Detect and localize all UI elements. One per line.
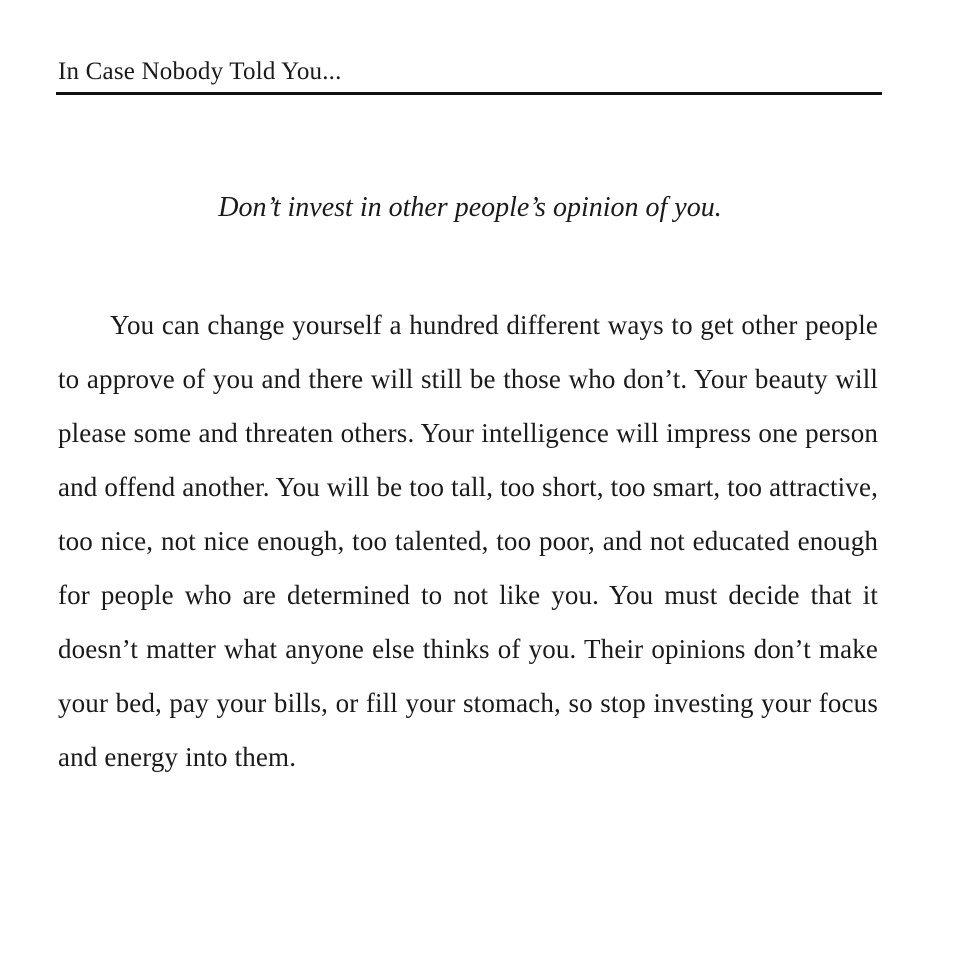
body-paragraph: You can change yourself a hundred different ways to get other people to approve of you and there will still be those who don’t. Your beauty will please some and threaten others. Your intelligence will impress one person and offend another. You will be too tall, too short, too smart, too attractive, too nice, not nice enough, too talented, too poor, and not educated enough for people who are determined to not like you. You must decide that it doesn’t matter what anyone else thinks of you. Their opinions don’t make your bed, pay your bills, or fill your stomach, so stop investing your focus and energy into them. bbox=[58, 310, 878, 772]
running-header: In Case Nobody Told You... bbox=[58, 58, 342, 85]
epigraph: Don’t invest in other people’s opinion of you. bbox=[218, 192, 722, 223]
header-rule bbox=[56, 92, 882, 95]
